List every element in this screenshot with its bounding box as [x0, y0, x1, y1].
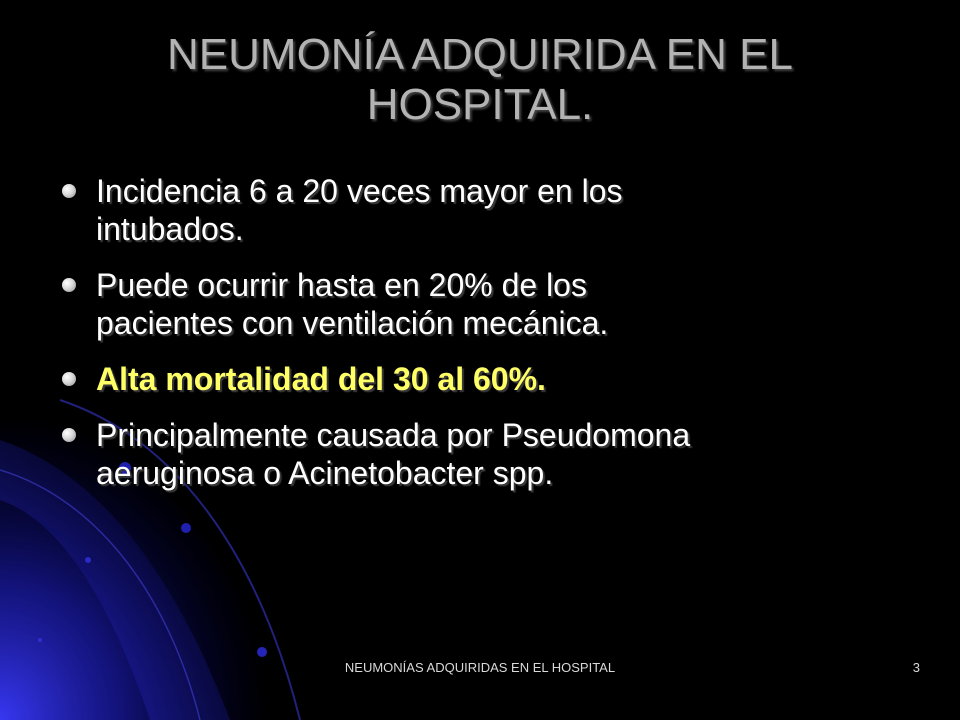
- slide-title: [60, 30, 900, 130]
- bullet-text: Puede ocurrir hasta en 20% de los: [96, 267, 587, 303]
- title-line: NEUMONÍA ADQUIRIDA EN EL: [167, 30, 793, 79]
- bullet-item: [60, 266, 920, 342]
- bullet-text: Incidencia 6 a 20 veces mayor en los: [96, 173, 623, 209]
- bullet-text: Alta mortalidad del 30 al 60%.: [96, 361, 546, 397]
- bullet-item: [60, 172, 920, 248]
- bullet-dot-icon: [62, 278, 76, 292]
- bullet-list: [60, 172, 920, 510]
- deco-dot: [38, 638, 42, 642]
- bullet-text: aeruginosa o Acinetobacter spp.: [96, 455, 554, 491]
- title-line: HOSPITAL.: [366, 80, 594, 129]
- bullet-dot-icon: [62, 428, 76, 442]
- bullet-item-highlighted: [60, 360, 920, 398]
- bullet-text: intubados.: [96, 211, 244, 247]
- page-number: 3: [912, 660, 920, 675]
- deco-dot: [85, 557, 91, 563]
- deco-dot: [181, 523, 191, 533]
- bullet-item: [60, 416, 920, 492]
- bullet-dot-icon: [62, 372, 76, 386]
- deco-dot: [257, 647, 267, 657]
- bullet-text: Principalmente causada por Pseudomona: [96, 417, 691, 453]
- bullet-text: pacientes con ventilación mecánica.: [96, 305, 609, 341]
- slide-footer: NEUMONÍAS ADQUIRIDAS EN EL HOSPITAL: [344, 660, 616, 675]
- bullet-dot-icon: [62, 184, 76, 198]
